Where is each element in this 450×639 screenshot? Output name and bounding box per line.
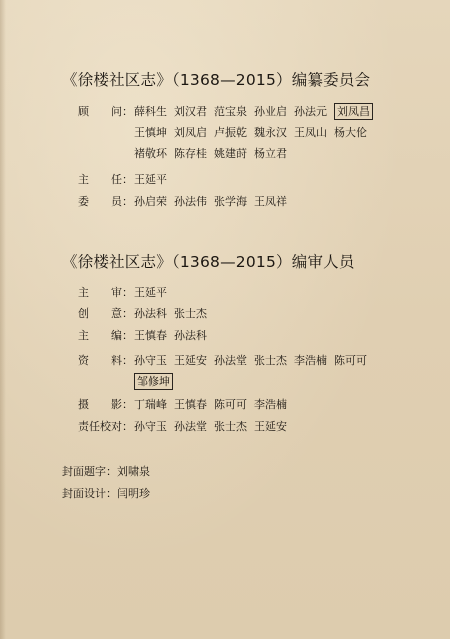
person-name: 魏永汉	[254, 126, 287, 139]
credit-value: 刘啸泉	[117, 465, 150, 478]
names-line	[134, 169, 174, 190]
person-name: 孙法科	[134, 307, 167, 320]
role-label: 主 任：	[78, 173, 133, 186]
role-label: 主 审：	[78, 286, 133, 299]
names-line	[134, 350, 374, 371]
person-name: 范宝泉	[214, 105, 247, 118]
names-line	[134, 325, 214, 346]
person-name: 刘汉君	[174, 105, 207, 118]
names-block	[134, 101, 380, 164]
person-name: 张士杰	[254, 354, 287, 367]
person-name: 陈存桂	[174, 147, 207, 160]
person-name: 孙启荣	[134, 195, 167, 208]
person-name: 姚建莳	[214, 147, 247, 160]
person-name: 杨大伦	[334, 126, 367, 139]
boxed-person-name: 邹修坤	[134, 373, 173, 390]
credit-label: 封面设计：	[62, 487, 117, 500]
person-name: 张士杰	[214, 420, 247, 433]
names-line	[134, 101, 380, 122]
credit-label: 封面题字：	[62, 465, 117, 478]
names-block	[134, 169, 174, 190]
person-name: 王延平	[134, 173, 167, 186]
person-name: 孙业启	[254, 105, 287, 118]
person-name: 刘凤启	[174, 126, 207, 139]
person-name: 陈可可	[214, 398, 247, 411]
names-line	[134, 191, 294, 212]
staff-row	[78, 303, 214, 324]
role-label: 创 意：	[78, 307, 133, 320]
staff-row	[78, 191, 294, 212]
person-name: 杨立君	[254, 147, 287, 160]
person-name: 陈可可	[334, 354, 367, 367]
person-name: 张学海	[214, 195, 247, 208]
names-line	[134, 303, 214, 324]
person-name: 孙法伟	[174, 195, 207, 208]
person-name: 卢振乾	[214, 126, 247, 139]
person-name: 李浩楠	[254, 398, 287, 411]
names-line	[134, 122, 380, 143]
staff-row	[78, 416, 294, 437]
boxed-person-name: 刘凤昌	[334, 103, 373, 120]
person-name: 王慎坤	[134, 126, 167, 139]
person-name: 孙守玉	[134, 354, 167, 367]
person-name: 王慎春	[174, 398, 207, 411]
credit-row	[62, 483, 150, 504]
role-label: 顾 问：	[78, 105, 133, 118]
person-name: 王凤山	[294, 126, 327, 139]
person-name: 王延安	[254, 420, 287, 433]
person-name: 王延平	[134, 286, 167, 299]
credit-row	[62, 461, 150, 482]
person-name: 孙法堂	[174, 420, 207, 433]
staff-row	[78, 101, 380, 164]
role-label: 主 编：	[78, 329, 133, 342]
page-fold-shadow	[0, 0, 6, 639]
person-name: 丁瑞峰	[134, 398, 167, 411]
names-line	[134, 416, 294, 437]
names-line	[134, 371, 374, 392]
names-line	[134, 143, 380, 164]
names-block	[134, 325, 214, 346]
staff-row	[78, 350, 374, 392]
names-block	[134, 191, 294, 212]
credit-value: 闫明珍	[117, 487, 150, 500]
staff-row	[78, 282, 174, 303]
person-name: 褚敬环	[134, 147, 167, 160]
person-name: 孙守玉	[134, 420, 167, 433]
committee-title: 《徐楼社区志》（1368—2015）编纂委员会	[62, 71, 371, 89]
staff-row	[78, 325, 214, 346]
person-name: 王延安	[174, 354, 207, 367]
staff-row	[78, 169, 174, 190]
staff-row	[78, 394, 294, 415]
role-label: 责任校对：	[78, 420, 133, 433]
role-label: 委 员：	[78, 195, 133, 208]
names-line	[134, 394, 294, 415]
person-name: 孙法元	[294, 105, 327, 118]
names-block	[134, 303, 214, 324]
person-name: 薛科生	[134, 105, 167, 118]
person-name: 王凤祥	[254, 195, 287, 208]
names-block	[134, 416, 294, 437]
names-block	[134, 282, 174, 303]
names-block	[134, 350, 374, 392]
person-name: 李浩楠	[294, 354, 327, 367]
person-name: 孙法科	[174, 329, 207, 342]
editorial-staff-title: 《徐楼社区志》（1368—2015）编审人员	[62, 253, 355, 271]
names-line	[134, 282, 174, 303]
names-block	[134, 394, 294, 415]
role-label: 摄 影：	[78, 398, 133, 411]
person-name: 王慎春	[134, 329, 167, 342]
person-name: 张士杰	[174, 307, 207, 320]
person-name: 孙法堂	[214, 354, 247, 367]
role-label: 资 料：	[78, 354, 133, 367]
